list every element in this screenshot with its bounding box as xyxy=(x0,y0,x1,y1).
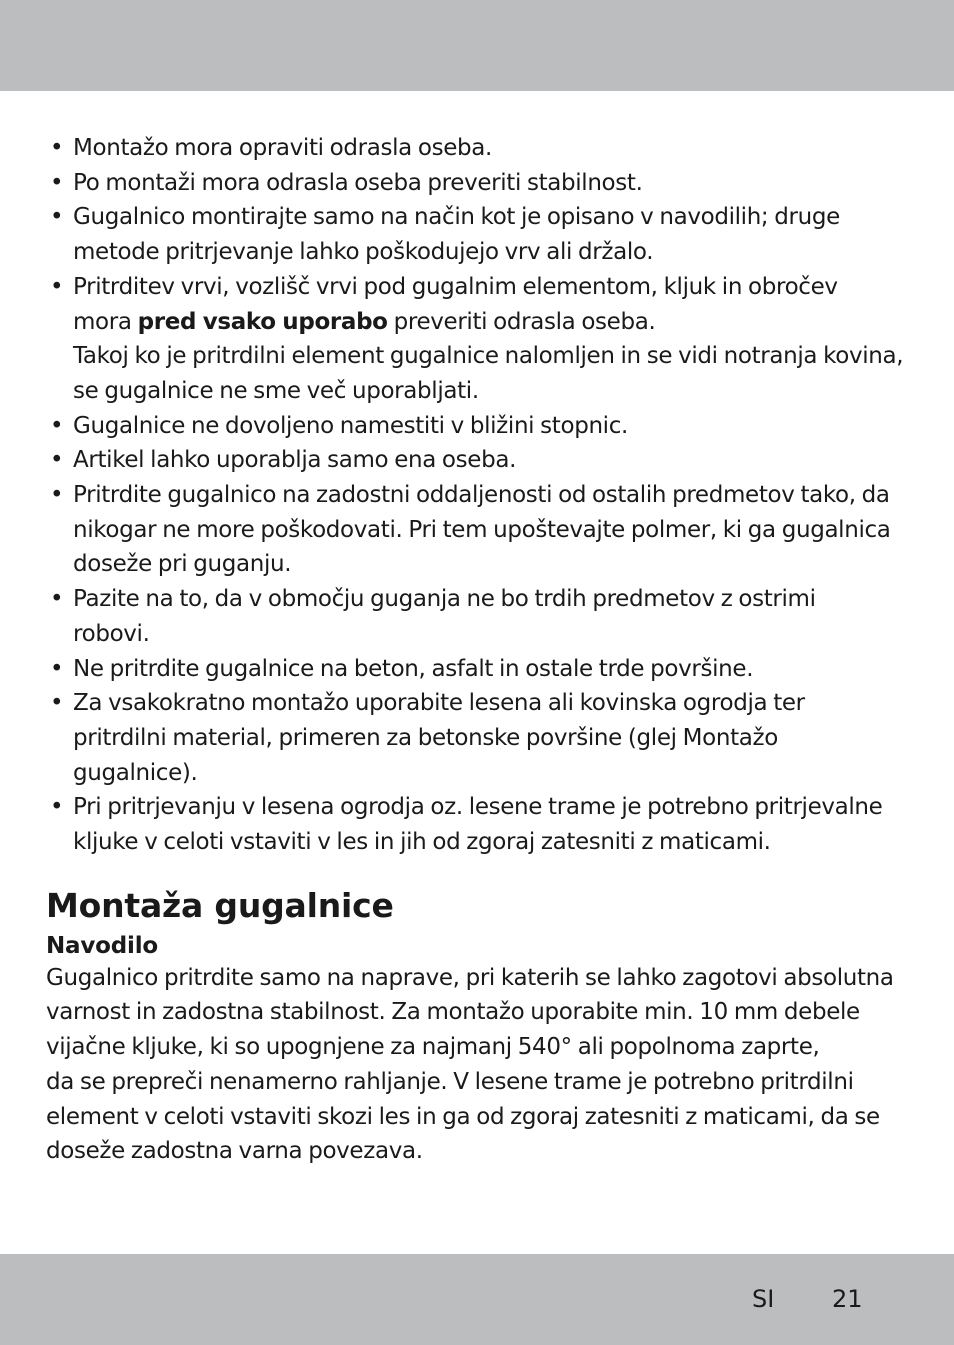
list-item-text: Pritrdite gugalnico na zadostni oddaljenosti od ostalih predmetov tako, da xyxy=(73,482,890,509)
list-item xyxy=(46,270,912,409)
bullet-icon: • xyxy=(50,412,64,439)
list-item-text: metode pritrjevanje lahko poškodujejo vrv ali držalo. xyxy=(73,239,654,266)
list-item xyxy=(46,790,912,859)
list-item-text: pritrdilni material, primeren za betonske površine (glej Montažo xyxy=(73,724,778,751)
bullet-icon: • xyxy=(50,135,64,161)
list-item-text: mora xyxy=(73,308,138,335)
list-item xyxy=(46,409,912,444)
list-item-text: robovi. xyxy=(73,620,150,647)
list-item xyxy=(46,652,912,687)
subheading: Navodilo xyxy=(46,932,158,959)
list-item-text: Gugalnico montirajte samo na način kot je opisano v navodilih; druge xyxy=(73,204,840,231)
list-item xyxy=(46,582,912,651)
bullet-icon: • xyxy=(50,482,64,509)
bullet-icon: • xyxy=(50,273,64,300)
header-band xyxy=(0,0,954,91)
list-item-text: Za vsakokratno montažo uporabite lesena ali kovinska ogrodja ter xyxy=(73,690,805,717)
list-item-text: Takoj ko je pritrdilni element gugalnice nalomljen in se vidi notranja kovina, xyxy=(73,343,904,370)
paragraph-line: doseže zadostna varna povezava. xyxy=(46,1138,423,1165)
list-item-text: preveriti odrasla oseba. xyxy=(387,308,656,335)
list-item-text: Pritrditev vrvi, vozlišč vrvi pod gugalnim elementom, kljuk in obročev xyxy=(73,273,838,300)
section-title: Montaža gugalnice xyxy=(46,885,394,925)
bullet-icon: • xyxy=(50,204,64,231)
list-item-text: doseže pri guganju. xyxy=(73,551,292,578)
page-content xyxy=(46,131,912,1169)
list-item xyxy=(46,478,912,582)
list-item-text: se gugalnice ne sme več uporabljati. xyxy=(73,377,479,404)
bullet-icon: • xyxy=(50,655,64,682)
paragraph-line: varnost in zadostna stabilnost. Za montažo uporabite min. 10 mm debele xyxy=(46,999,860,1026)
list-item-text: Artikel lahko uporablja samo ena oseba. xyxy=(73,447,517,474)
list-item-text: Pazite na to, da v območju guganja ne bo trdih predmetov z ostrimi xyxy=(73,586,816,613)
list-item xyxy=(46,166,912,201)
list-item-text: Po montaži mora odrasla oseba preveriti stabilnost. xyxy=(73,169,643,196)
list-item xyxy=(46,686,912,790)
list-item-text: gugalnice). xyxy=(73,759,198,786)
list-item-text: kljuke v celoti vstaviti v les in jih od zgoraj zatesniti z maticami. xyxy=(73,829,771,856)
list-item-text-with-emphasis xyxy=(73,305,912,340)
bullet-icon: • xyxy=(50,690,64,717)
emphasis-text: pred vsako uporabo xyxy=(137,308,388,335)
list-item-text: Pri pritrjevanju v lesena ogrodja oz. lesene trame je potrebno pritrjevalne xyxy=(73,794,883,821)
list-item xyxy=(46,443,912,478)
bullet-icon: • xyxy=(50,794,64,821)
bullet-icon: • xyxy=(50,447,64,474)
instruction-paragraph xyxy=(46,961,912,1169)
bullet-icon: • xyxy=(50,586,64,613)
list-item-text: nikogar ne more poškodovati. Pri tem upoštevajte polmer, ki ga gugalnica xyxy=(73,516,891,543)
paragraph-line: element v celoti vstaviti skozi les in ga od zgoraj zatesniti z maticami, da se xyxy=(46,1103,880,1130)
list-item-text: Ne pritrdite gugalnice na beton, asfalt in ostale trde površine. xyxy=(73,655,754,682)
list-item-text: Montažo mora opraviti odrasla oseba. xyxy=(73,135,492,161)
safety-bullet-list xyxy=(46,131,912,860)
list-item xyxy=(46,131,912,166)
bullet-icon: • xyxy=(50,169,64,196)
language-code: SI xyxy=(752,1285,775,1313)
paragraph-line: vijačne kljuke, ki so upognjene za najmanj 540° ali popolnoma zaprte, xyxy=(46,1034,820,1061)
page-footer xyxy=(0,1282,954,1316)
paragraph-line: da se prepreči nenamerno rahljanje. V lesene trame je potrebno pritrdilni xyxy=(46,1068,854,1095)
page-number: 21 xyxy=(832,1285,863,1313)
paragraph-line: Gugalnico pritrdite samo na naprave, pri katerih se lahko zagotovi absolutna xyxy=(46,964,894,991)
list-item-text: Gugalnice ne dovoljeno namestiti v bližini stopnic. xyxy=(73,412,628,439)
list-item xyxy=(46,200,912,269)
